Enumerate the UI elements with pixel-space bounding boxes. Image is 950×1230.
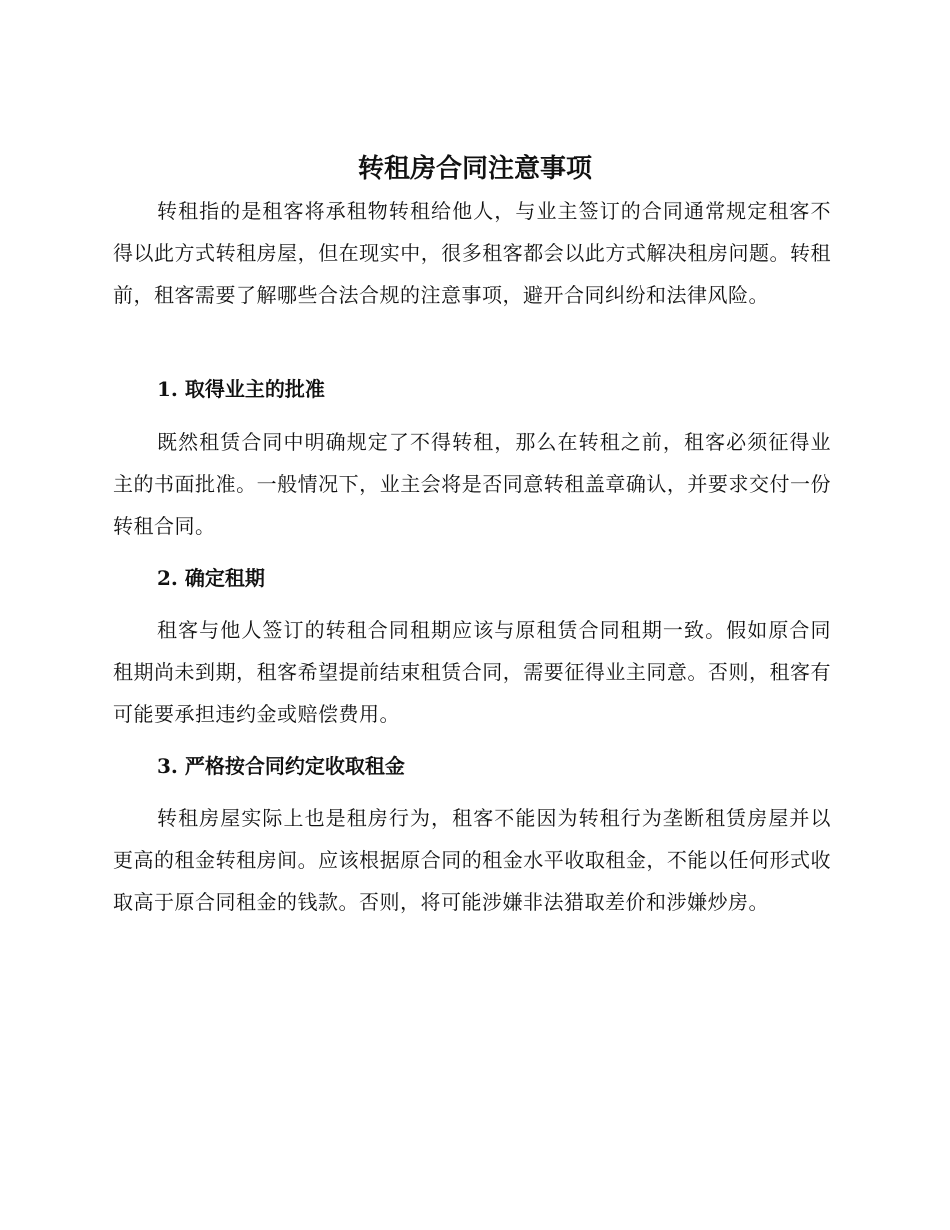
- section-body-3: 转租房屋实际上也是租房行为，租客不能因为转租行为垄断租赁房屋并以更高的租金转租房间。应该根据原合同的租金水平收取租金，不能以任何形式收取高于原合同租金的钱款。否则，将可能涉嫌非法猎取差价和涉嫌炒房。: [113, 806, 831, 914]
- section-body-2: 租客与他人签订的转租合同租期应该与原租赁合同租期一致。假如原合同租期尚未到期，租客希望提前结束租赁合同，需要征得业主同意。否则，租客有可能要承担违约金或赔偿费用。: [113, 618, 831, 726]
- document-title: 转租房合同注意事项: [357, 154, 592, 184]
- intro-paragraph: 转租指的是租客将承租物转租给他人，与业主签订的合同通常规定租客不得以此方式转租房屋，但在现实中，很多租客都会以此方式解决租房问题。转租前，租客需要了解哪些合法合规的注意事项，避开合同纠纷和法律风险。: [113, 199, 831, 307]
- section-heading-3: 3. 严格按合同约定收取租金: [157, 754, 405, 778]
- section-heading-1: 1. 取得业主的批准: [157, 377, 325, 401]
- section-body-1: 既然租赁合同中明确规定了不得转租，那么在转租之前，租客必须征得业主的书面批准。一般情况下，业主会将是否同意转租盖章确认，并要求交付一份转租合同。: [113, 430, 831, 538]
- section-heading-2: 2. 确定租期: [157, 566, 265, 590]
